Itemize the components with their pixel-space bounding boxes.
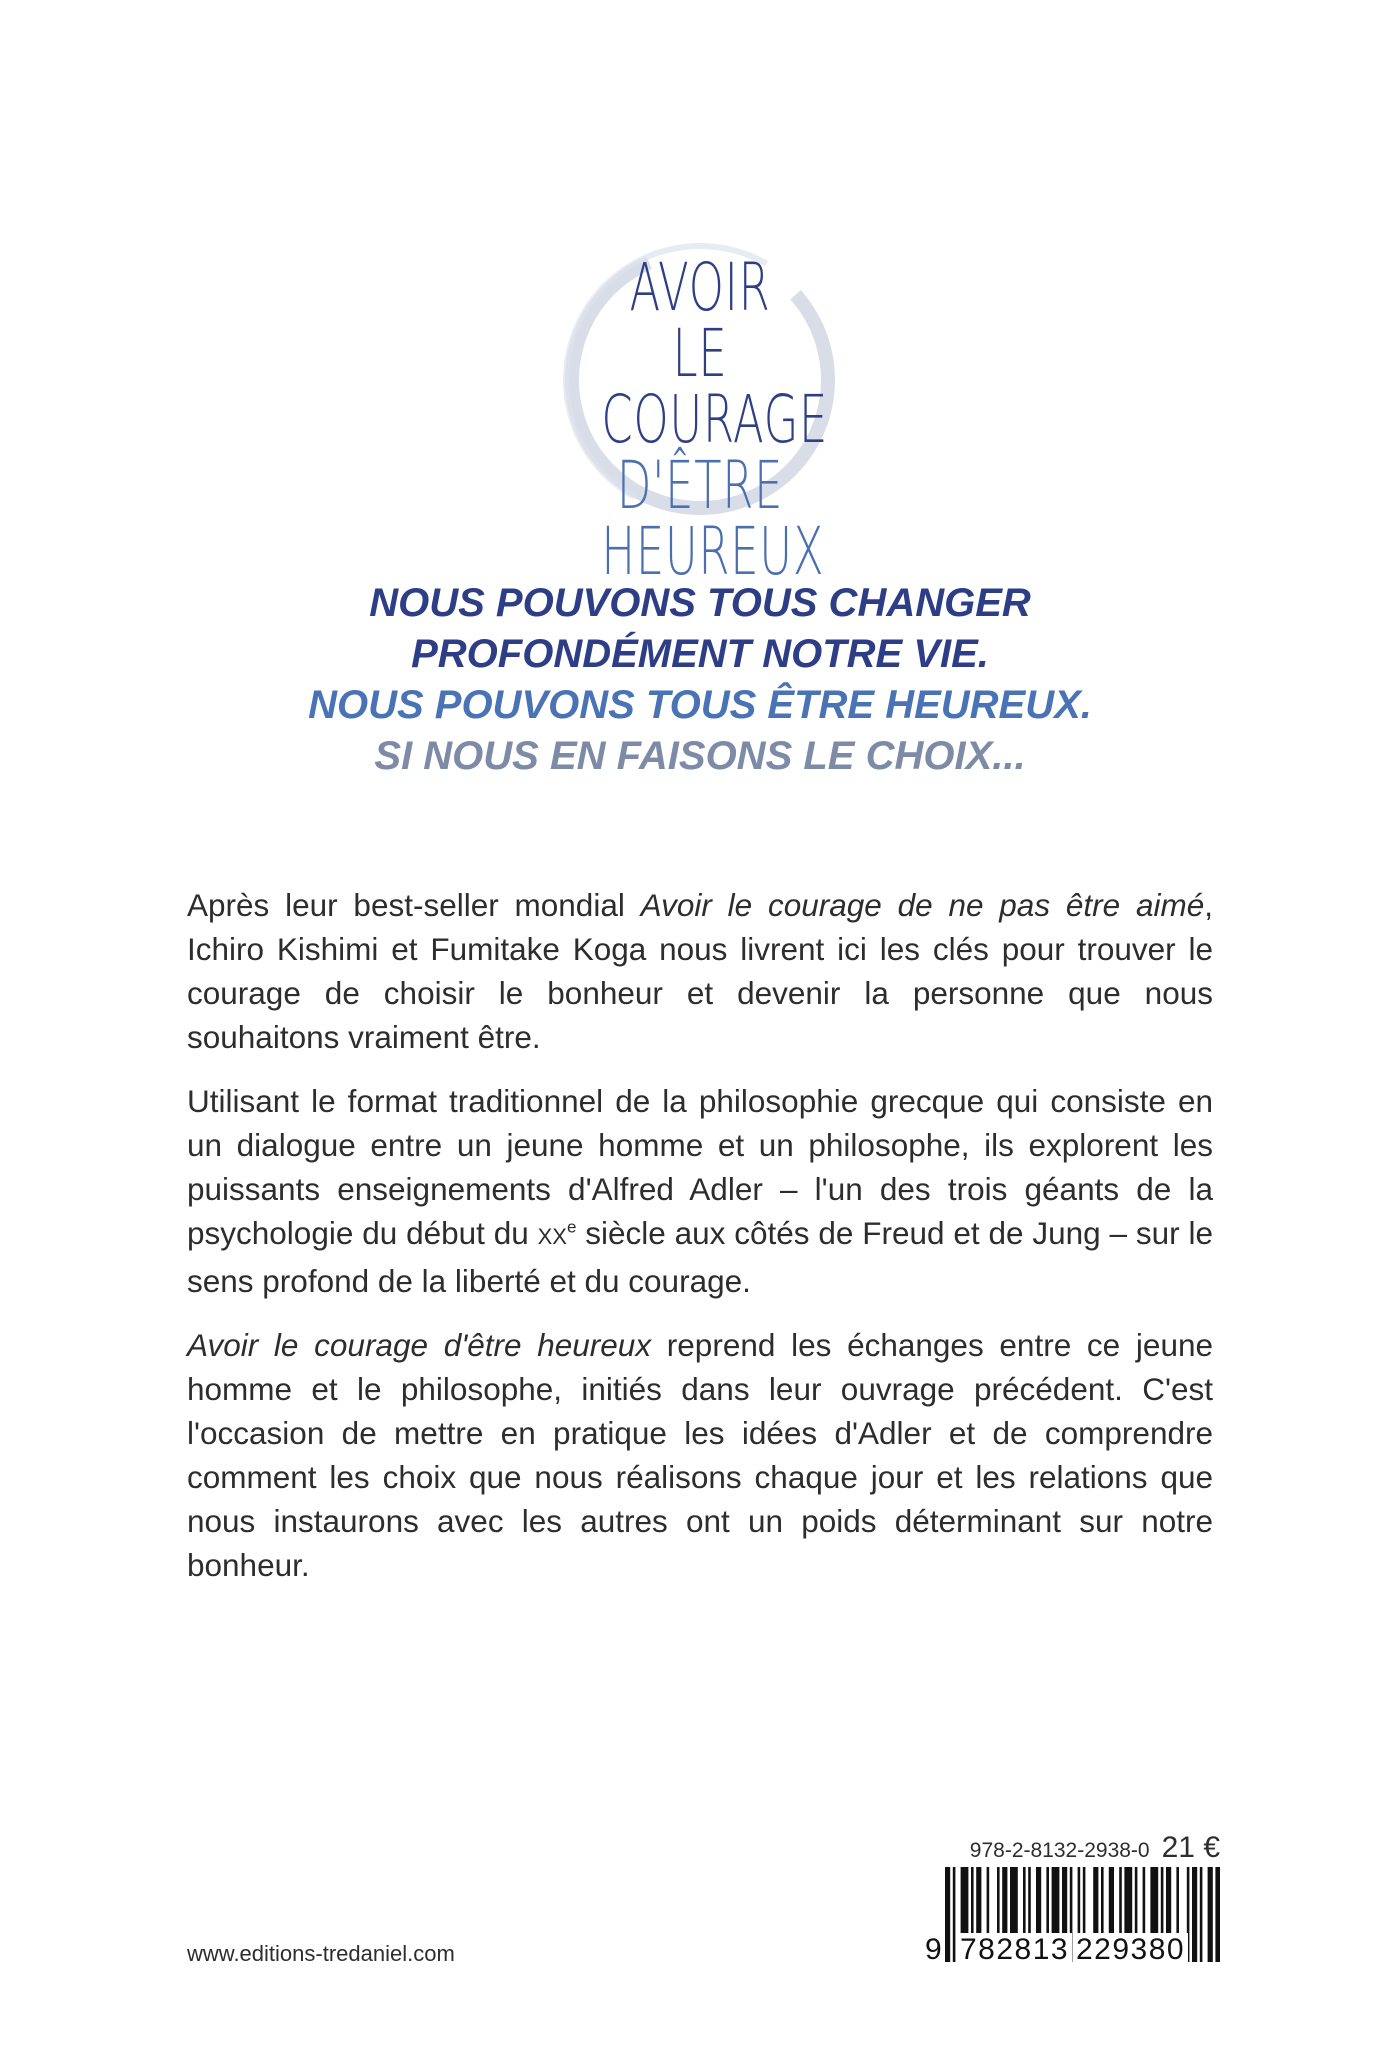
- p1-book-title: Avoir le courage de ne pas être aimé: [640, 887, 1205, 923]
- title-logo: [555, 235, 845, 590]
- isbn: 978-2-8132-2938-0: [969, 1839, 1150, 1862]
- logo-title: [601, 249, 829, 590]
- blurb: [187, 883, 1213, 1607]
- barcode-bar: [953, 1867, 956, 1962]
- p2-text-a: Utilisant le format traditionnel de la philosophie grecque qui consiste en un dialogue entre un jeune homme et un philosophe, ils explorent les puissants enseignements d'Alfred Adler – l'un des trois géants de la psychologie du début du: [187, 1083, 1213, 1251]
- isbn-price-row: [930, 1831, 1220, 1865]
- barcode-group-2: 229380: [1073, 1933, 1188, 1967]
- p3-text-b: reprend les échanges entre ce jeune homme et le philosophe, initiés dans leur ouvrage précédent. C'est l'occasion de mettre en pratique les idées d'Adler et de comprendre comment les choix que nous réalisons chaque jour et les relations que nous instaurons avec les autres ont un poids déterminant sur notre bonheur.: [187, 1327, 1213, 1583]
- barcode-bar: [1208, 1867, 1213, 1962]
- logo-line-4: HEUREUX: [601, 513, 825, 590]
- p2-century-sup: e: [566, 1217, 577, 1237]
- p1-text-a: Après leur best-seller mondial: [187, 887, 641, 923]
- tagline-line-2: PROFONDÉMENT NOTRE VIE.: [411, 632, 989, 676]
- barcode-bar: [1215, 1867, 1220, 1962]
- p2-text-b: siècle aux côtés de Freud et de Jung – sur le sens profond de la liberté et du courage.: [187, 1215, 1213, 1299]
- barcode-first-digit: 9: [925, 1933, 944, 1966]
- tagline: [100, 578, 1300, 782]
- tagline-line-3: NOUS POUVONS TOUS ÊTRE HEUREUX.: [308, 683, 1092, 727]
- barcode-bar: [945, 1867, 950, 1962]
- barcode-group-1: 782813: [957, 1933, 1072, 1967]
- p2-century: XX: [537, 1224, 567, 1249]
- publisher-website: www.editions-tredaniel.com: [187, 1941, 455, 1966]
- tagline-line-1: NOUS POUVONS TOUS CHANGER: [369, 581, 1031, 625]
- tagline-line-4: SI NOUS EN FAISONS LE CHOIX...: [374, 734, 1026, 778]
- logo-line-1: AVOIR LE: [629, 249, 771, 392]
- p1-text-b: , Ichiro Kishimi et Fumitake Koga nous livrent ici les clés pour trouver le courage de choisir le bonheur et devenir la personne que nous souhaitons vraiment être.: [187, 887, 1213, 1055]
- blurb-paragraph-2: [187, 1079, 1213, 1303]
- blurb-paragraph-1: [187, 883, 1213, 1059]
- price: 21 €: [1161, 1831, 1220, 1864]
- barcode-bar: [1200, 1867, 1203, 1962]
- logo-line-2: COURAGE: [601, 381, 829, 458]
- logo-line-3: D'ÊTRE: [616, 447, 784, 524]
- blurb-paragraph-3: [187, 1323, 1213, 1587]
- barcode-bar: [1192, 1867, 1197, 1962]
- p3-book-title: Avoir le courage d'être heureux: [187, 1327, 652, 1363]
